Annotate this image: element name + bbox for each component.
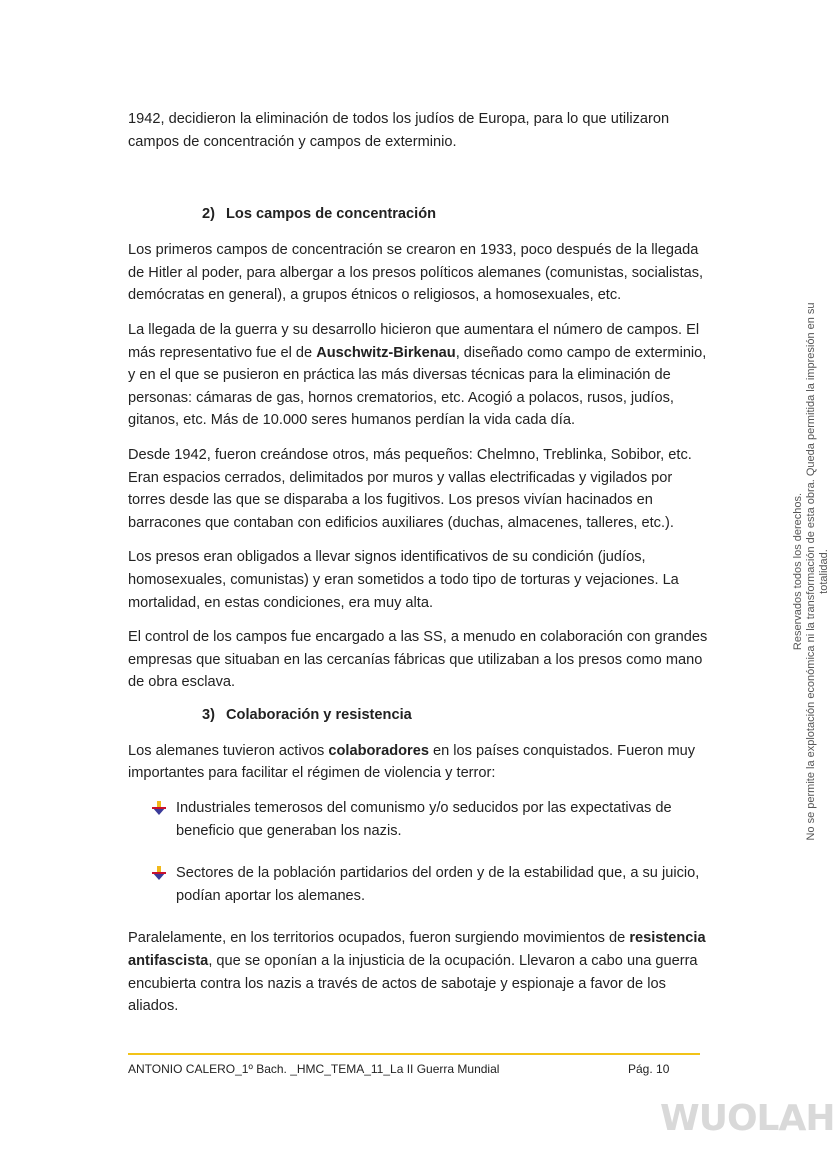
- paragraph-6: [128, 740, 712, 785]
- bold-term: resistencia antifascista: [128, 930, 706, 970]
- footer-author-title: ANTONIO CALERO_1º Bach. _HMC_TEMA_11_La II Guerra Mundial: [128, 1062, 500, 1076]
- watermark-line-1: Reservados todos los derechos.: [792, 492, 804, 651]
- paragraph-1: Los primeros campos de concentración se crearon en 1933, poco después de la llegada de Hitler al poder, para albergar a los presos políticos alemanes (comunistas, socialistas, demócratas en general), a grupos étnicos o religiosos, a homosexuales, etc.: [128, 242, 704, 304]
- list-item-text: Industriales temerosos del comunismo y/o seducidos por las expectativas de beneficio que generaban los nazis.: [176, 800, 672, 839]
- bold-term: Auschwitz-Birkenau: [316, 344, 456, 361]
- paragraph-intro: 1942, decidieron la eliminación de todos los judíos de Europa, para lo que utilizaron campos de concentración y campos de exterminio.: [128, 111, 670, 150]
- paragraph-5: El control de los campos fue encargado a las SS, a menudo en colaboración con grandes empresas que situaban en las cercanías fábricas que utilizaban a los presos como mano de obra esclava.: [128, 629, 708, 691]
- list-item: [152, 862, 712, 907]
- section-heading-2: [128, 203, 712, 225]
- footer-rule: [128, 1053, 700, 1055]
- section-number: 3): [202, 706, 215, 723]
- text-run: , diseñado como campo de exterminio, y en el que se pusieron en práctica las más diversas técnicas para la eliminación de personas: cámaras de gas, hornos crematorios, etc. Acogió a polacos, rusos, judíos, gitanos, etc. Más de 10.000 seres humanos perdían la vida cada día.: [128, 344, 707, 429]
- document-body: [128, 108, 712, 1030]
- list-item-text: Sectores de la población partidarios del orden y de la estabilidad que, a su juicio, podían aportar los alemanes.: [176, 865, 700, 904]
- text-run: en los países conquistados. Fueron muy importantes para facilitar el régimen de violencia y terror:: [128, 742, 696, 782]
- text-run: La llegada de la guerra y su desarrollo hicieron que aumentara el número de campos. El más representativo fue el de: [128, 321, 700, 361]
- section-number: 2): [202, 206, 215, 223]
- paragraph-3: Desde 1942, fueron creándose otros, más pequeños: Chelmno, Treblinka, Sobibor, etc. Eran espacios cerrados, delimitados por muros y vallas electrificadas y vigilados por torres desde las que se disparaba a los fugitivos. Los presos vivían hacinados en barracones que contaban con edificios auxiliares (duchas, almacenes, talleres, etc.).: [128, 446, 692, 531]
- paragraph-4: Los presos eran obligados a llevar signos identificativos de su condición (judíos, homosexuales, comunistas) y eran sometidos a todo tipo de torturas y vejaciones. La mortalidad, en estas condiciones, era muy alta.: [128, 549, 679, 611]
- paragraph-7: [128, 927, 712, 1017]
- down-arrow-bullet-icon: [152, 801, 166, 815]
- bold-term: colaboradores: [328, 742, 429, 759]
- wuolah-logo: WUOLAH: [660, 1098, 834, 1139]
- footer-page-number: Pág. 10: [628, 1062, 670, 1076]
- down-arrow-bullet-icon: [152, 866, 166, 880]
- text-run: Paralelamente, en los territorios ocupados, fueron surgiendo movimientos de: [128, 930, 630, 947]
- copyright-watermark: [792, 284, 832, 859]
- list-item: [152, 797, 712, 842]
- section-heading-3: [128, 704, 712, 726]
- paragraph-2: [128, 319, 712, 432]
- bullet-list: [128, 797, 712, 907]
- section-title: Los campos de concentración: [226, 206, 437, 223]
- text-run: Los alemanes tuvieron activos: [128, 742, 329, 759]
- text-run: , que se oponían a la injusticia de la ocupación. Llevaron a cabo una guerra encubierta contra los nazis a través de actos de sabotaje y espionaje a favor de los aliados.: [128, 953, 698, 1015]
- watermark-text: [792, 284, 831, 859]
- watermark-line-2: No se permite la explotación económica ni la transformación de esta obra. Queda permitida la impresión en su totalidad.: [805, 302, 830, 841]
- section-title: Colaboración y resistencia: [226, 706, 412, 723]
